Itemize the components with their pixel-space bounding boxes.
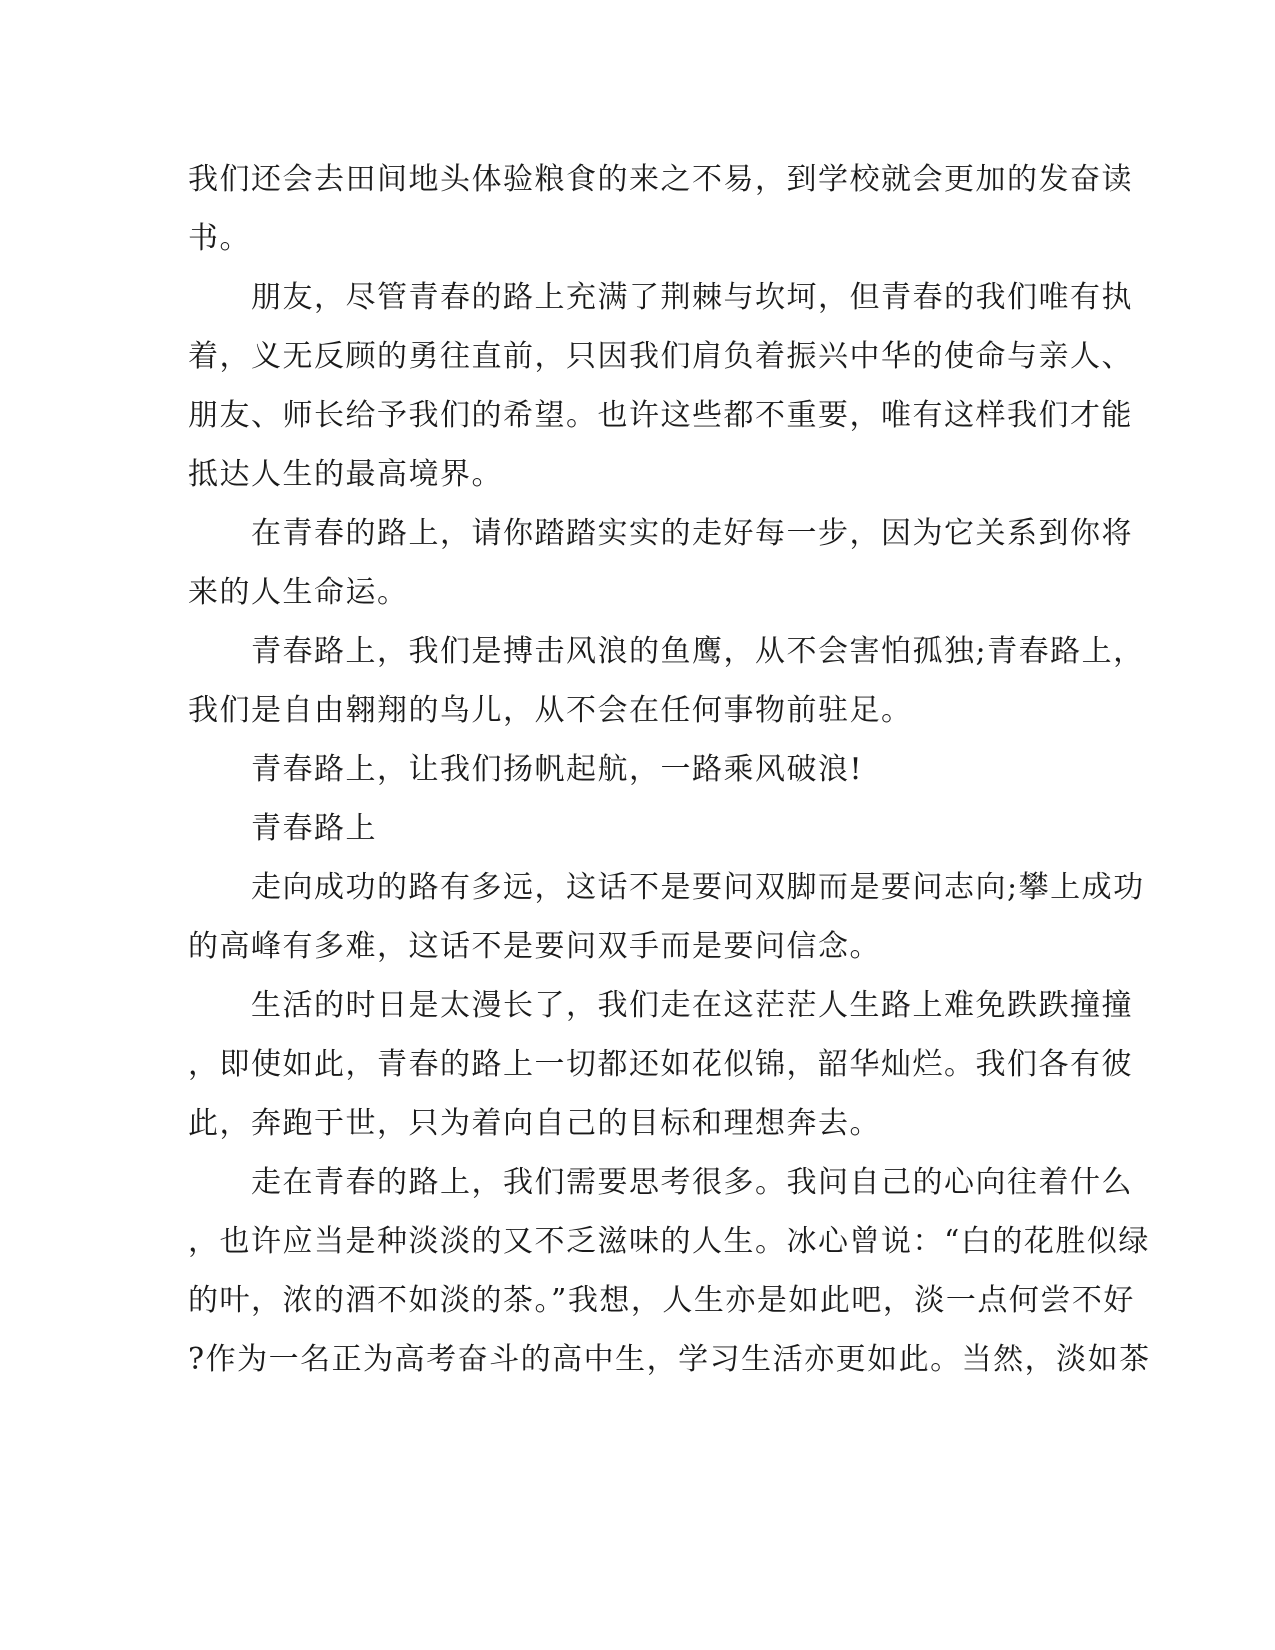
text-line: 我们还会去田间地头体验粮食的来之不易，到学校就会更加的发奋读 — [188, 162, 1133, 197]
text-line: 青春路上，让我们扬帆起航，一路乘风破浪! — [188, 752, 864, 787]
text-line: 来的人生命运。 — [188, 575, 409, 610]
text-line: 在青春的路上，请你踏踏实实的走好每一步，因为它关系到你将 — [188, 516, 1133, 551]
text-line: 我们是自由翱翔的鸟儿，从不会在任何事物前驻足。 — [188, 693, 913, 728]
text-line: 青春路上，我们是搏击风浪的鱼鹰，从不会害怕孤独;青春路上， — [188, 634, 1145, 669]
text-line: 生活的时日是太漫长了，我们走在这茫茫人生路上难免跌跌撞撞 — [188, 988, 1133, 1023]
text-line: ，也许应当是种淡淡的又不乏滋味的人生。冰心曾说：“白的花胜似绿 — [188, 1224, 1150, 1259]
text-line: ，即使如此，青春的路上一切都还如花似锦，韶华灿烂。我们各有彼 — [188, 1047, 1133, 1082]
text-line: 青春路上 — [188, 811, 377, 846]
text-line: 抵达人生的最高境界。 — [188, 457, 503, 492]
text-line: 走向成功的路有多远，这话不是要问双脚而是要问志向;攀上成功 — [188, 870, 1145, 905]
text-line: 书。 — [188, 221, 251, 256]
text-line: ?作为一名正为高考奋斗的高中生，学习生活亦更如此。当然，淡如茶 — [188, 1342, 1151, 1377]
text-line: 走在青春的路上，我们需要思考很多。我问自己的心向往着什么 — [188, 1165, 1133, 1200]
text-line: 朋友、师长给予我们的希望。也许这些都不重要，唯有这样我们才能 — [188, 398, 1133, 433]
text-line: 此，奔跑于世，只为着向自己的目标和理想奔去。 — [188, 1106, 881, 1141]
text-line: 着，义无反顾的勇往直前，只因我们肩负着振兴中华的使命与亲人、 — [188, 339, 1133, 374]
text-line: 的高峰有多难，这话不是要问双手而是要问信念。 — [188, 929, 881, 964]
text-line: 的叶，浓的酒不如淡的茶。”我想，人生亦是如此吧，淡一点何尝不好 — [188, 1283, 1135, 1318]
text-line: 朋友，尽管青春的路上充满了荆棘与坎坷，但青春的我们唯有执 — [188, 280, 1133, 315]
